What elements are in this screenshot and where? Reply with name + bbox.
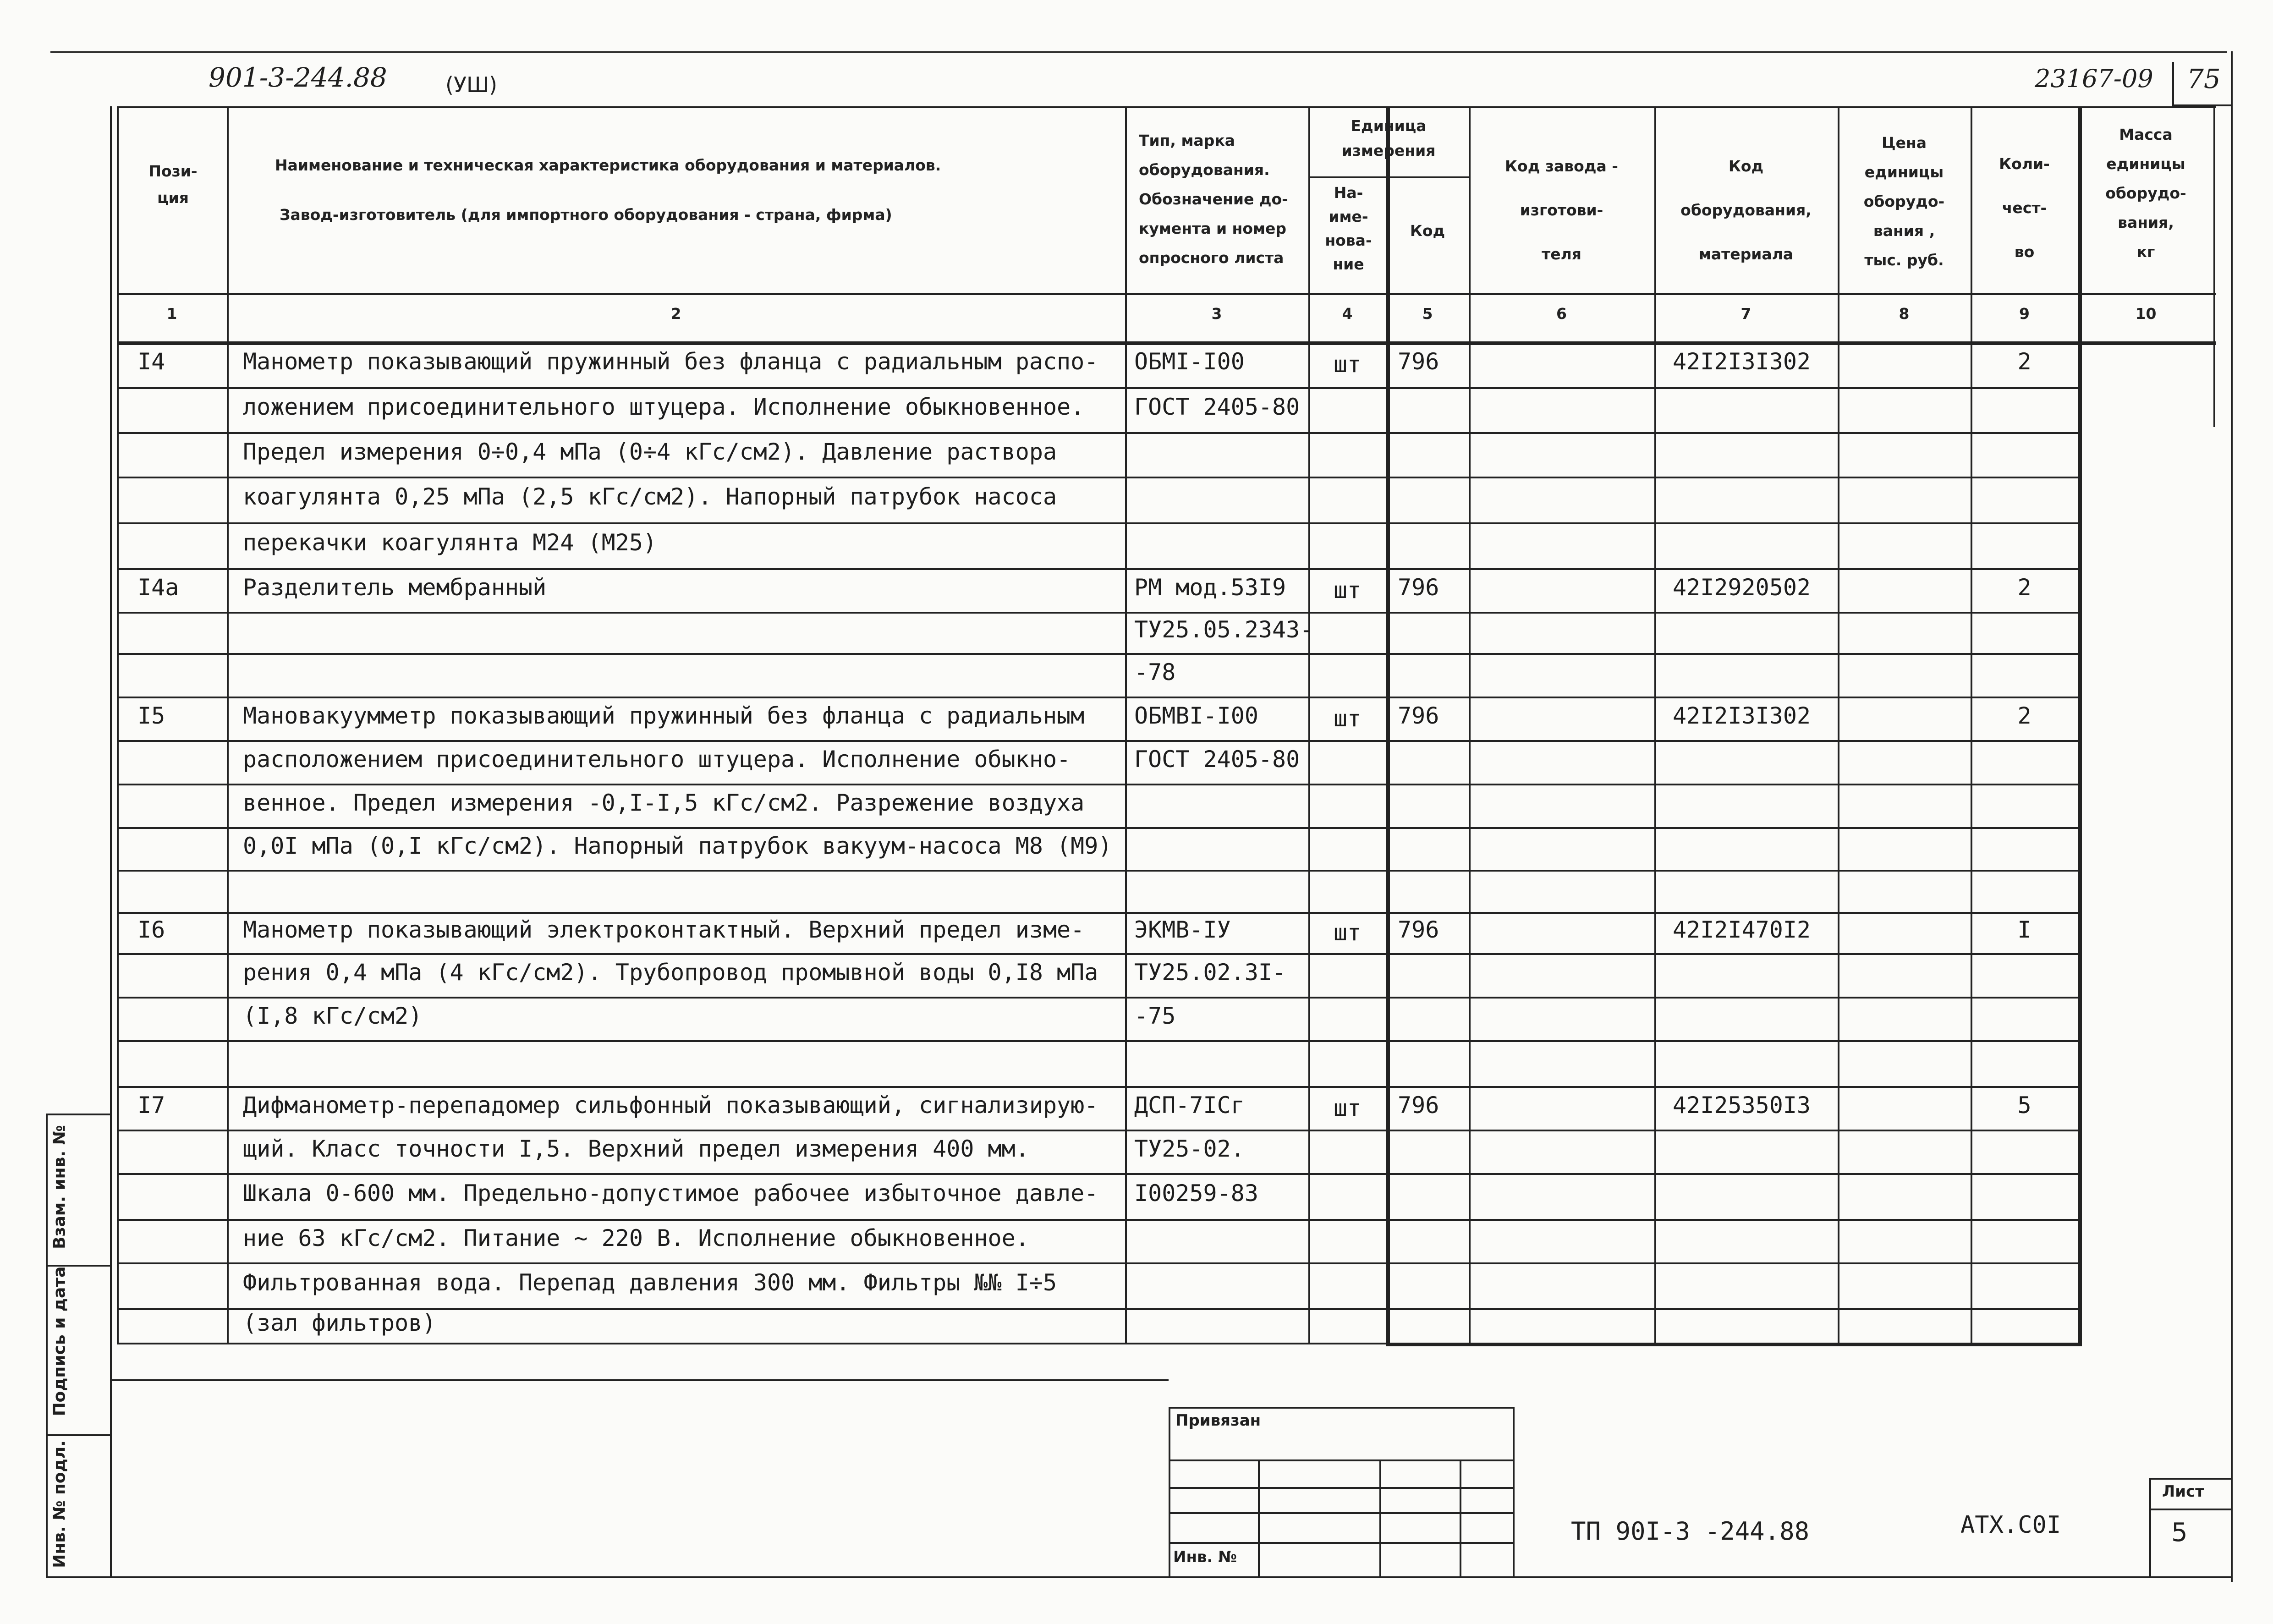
row-quantity: 2 (2017, 348, 2031, 375)
header-name-line2: Завод-изготовитель (для импортного оборудования - страна, фирма) (280, 206, 892, 224)
row-quantity: 2 (2017, 702, 2031, 729)
row-description: щий. Класс точности I,5. Верхний предел измерения 400 мм. (243, 1135, 1029, 1162)
row-type: ОБМВI-I00 (1134, 702, 1258, 729)
stamp-col3 (1460, 1459, 1461, 1577)
row-description: Шкала 0-600 мм. Предельно-допустимое рабочее избыточное давле- (243, 1180, 1098, 1207)
row-line-5 (117, 568, 2078, 570)
side-label-inv-podl: Инв. № подл. (50, 1440, 69, 1568)
row-unit: шт (1333, 919, 1362, 946)
doc-code: 901-3-244.88 (209, 62, 387, 93)
row-line-6 (117, 612, 2078, 614)
side-strip-outer (46, 1114, 48, 1577)
row-type: ЭКМВ-IУ (1134, 916, 1231, 943)
header-unit-code: Код (1410, 222, 1445, 240)
row-description: (I,8 кГс/см2) (243, 1002, 423, 1029)
row-unit: шт (1333, 576, 1362, 604)
stamp-row4 (1169, 1542, 1515, 1544)
row-line-11 (117, 827, 2078, 829)
row-description: коагулянта 0,25 мПа (2,5 кГс/см2). Напорный патрубок насоса (243, 483, 1057, 510)
stamp-inv-no: Инв. № (1173, 1548, 1237, 1566)
stamp-col1 (1258, 1459, 1260, 1577)
side-label-podpis: Подпись и дата (50, 1266, 69, 1416)
row-unit: шт (1333, 1094, 1362, 1121)
row-equipment-code: 42I2I470I2 (1673, 916, 1811, 943)
page-box-left (2172, 62, 2174, 105)
bottom-border-line (110, 1576, 2232, 1578)
header-factory-code: Код завода - изготови- теля (1505, 157, 1618, 263)
column-number-9: 9 (2019, 305, 2030, 323)
list-box-left (2149, 1478, 2151, 1577)
side-label-vzam: Взам. инв. № (50, 1125, 69, 1249)
album-mark: (УШ) (445, 72, 498, 97)
row-description: Манометр показывающий электроконтактный. Верхний предел изме- (243, 916, 1085, 943)
row-line-7 (117, 653, 2078, 655)
column-divider-5 (1469, 106, 1471, 1343)
column-divider-4 (1386, 106, 1390, 1343)
column-divider-10 (2213, 106, 2215, 427)
stamp-left (1169, 1407, 1170, 1577)
column-number-8: 8 (1899, 305, 1910, 323)
row-line-9 (117, 740, 2078, 742)
column-divider-2 (1125, 106, 1127, 1343)
stamp-row3 (1169, 1512, 1515, 1514)
column-divider-1 (227, 106, 229, 1343)
row-type: ТУ25.02.3I- (1134, 959, 1286, 986)
row-type: ТУ25-02. (1134, 1135, 1245, 1162)
row-type: РМ мод.53I9 (1134, 574, 1286, 601)
table-left-border (110, 106, 112, 1577)
stamp-tp-code: ТП 90I-3 -244.88 (1571, 1517, 1810, 1546)
header-type: Тип, марка оборудования. Обозначение до- кумента и номер опросного листа (1139, 132, 1288, 267)
row-line-2 (117, 432, 2078, 434)
stamp-right (1513, 1407, 1515, 1577)
header-price: Цена единицы оборудо- вания , тыс. руб. (1863, 134, 1945, 269)
page-number: 75 (2187, 63, 2221, 94)
header-unit-group: Единица измерения (1341, 117, 1436, 159)
row-line-16 (117, 1040, 2078, 1042)
row-equipment-code: 42I2I3I302 (1673, 702, 1811, 729)
row-description: Манометр показывающий пружинный без фланца с радиальным распо- (243, 348, 1098, 375)
header-equipment-code: Код оборудования, материала (1680, 157, 1812, 263)
row-unit: шт (1333, 351, 1362, 378)
row-description: (зал фильтров) (243, 1309, 436, 1336)
row-quantity: I (2017, 916, 2031, 943)
row-description: венное. Предел измерения -0,I-I,5 кГс/см2. Разрежение воздуха (243, 789, 1085, 816)
row-description: Предел измерения 0÷0,4 мПа (0÷4 кГс/см2). Давление раствора (243, 438, 1057, 465)
row-type: -75 (1134, 1002, 1176, 1029)
top-border-line (50, 51, 2227, 53)
list-box-top (2149, 1478, 2232, 1480)
header-quantity: Коли- чест- во (1999, 155, 2050, 261)
row-position: I5 (137, 702, 165, 729)
column-number-10: 10 (2135, 305, 2157, 323)
header-unit-name: На- име- нова- ние (1325, 184, 1372, 273)
row-line-18 (117, 1130, 2078, 1131)
side-strip-bottom (46, 1576, 110, 1578)
header-mass: Масса единицы оборудо- вания, кг (2105, 126, 2186, 261)
stamp-privyazan: Привязан (1175, 1411, 1261, 1430)
row-position: I4а (137, 574, 179, 601)
row-line-19 (117, 1173, 2078, 1175)
row-description: рения 0,4 мПа (4 кГс/см2). Трубопровод промывной воды 0,I8 мПа (243, 959, 1098, 986)
column-divider-7 (1838, 106, 1839, 1343)
row-equipment-code: 42I25350I3 (1673, 1092, 1811, 1119)
row-quantity: 5 (2017, 1092, 2031, 1119)
row-type: ДСП-7IСг (1134, 1092, 1245, 1119)
row-unit-code: 796 (1398, 574, 1439, 601)
row-type: I00259-83 (1134, 1180, 1258, 1207)
column-divider-9 (2078, 106, 2082, 1343)
column-number-6: 6 (1556, 305, 1567, 323)
column-number-2: 2 (670, 305, 681, 323)
row-equipment-code: 42I2I3I302 (1673, 348, 1811, 375)
row-position: I4 (137, 348, 165, 375)
header-name-line1: Наименование и техническая характеристика оборудования и материалов. (275, 156, 941, 174)
row-description: Фильтрованная вода. Перепад давления 300 мм. Фильтры №№ I÷5 (243, 1269, 1057, 1296)
row-unit: шт (1333, 705, 1362, 732)
list-box-mid (2149, 1509, 2232, 1510)
stamp-list-label: Лист (2162, 1482, 2204, 1501)
row-line-8 (117, 697, 2078, 698)
row-description: 0,0I мПа (0,I кГс/см2). Напорный патрубок вакуум-насоса М8 (М9) (243, 832, 1112, 859)
row-unit-code: 796 (1398, 1092, 1439, 1119)
row-unit-code: 796 (1398, 702, 1439, 729)
row-description: ложением присоединительного штуцера. Исполнение обыкновенное. (243, 394, 1085, 420)
row-unit-code: 796 (1398, 916, 1439, 943)
row-type: ГОСТ 2405-80 (1134, 746, 1300, 773)
row-line-10 (117, 784, 2078, 785)
row-type: ТУ25.05.2343- (1134, 616, 1314, 643)
row-line-3 (117, 477, 2078, 478)
side-strip-top (46, 1114, 110, 1115)
column-divider-0 (117, 106, 119, 1343)
row-description: расположением присоединительного штуцера. Исполнение обыкно- (243, 746, 1071, 773)
row-position: I6 (137, 916, 165, 943)
stamp-atx-code: АТХ.С0I (1960, 1511, 2061, 1539)
row-line-1 (117, 387, 2078, 389)
column-number-1: 1 (166, 305, 177, 323)
column-number-5: 5 (1422, 305, 1433, 323)
row-description: Мановакуумметр показывающий пружинный без фланца с радиальным (243, 702, 1085, 729)
stamp-list-number: 5 (2171, 1518, 2188, 1547)
row-quantity: 2 (2017, 574, 2031, 601)
row-line-20 (117, 1219, 2078, 1221)
row-type: ОБМI-I00 (1134, 348, 1245, 375)
table-top-border (117, 106, 2216, 108)
row-type: ГОСТ 2405-80 (1134, 394, 1300, 420)
row-unit-code: 796 (1398, 348, 1439, 375)
row-position: I7 (137, 1092, 165, 1119)
stamp-row2 (1169, 1487, 1515, 1489)
row-line-15 (117, 997, 2078, 999)
row-description: ние 63 кГс/см2. Питание ~ 220 В. Исполнение обыкновенное. (243, 1224, 1029, 1251)
row-equipment-code: 42I2920502 (1673, 574, 1811, 601)
column-number-7: 7 (1740, 305, 1751, 323)
body-bottom-bold (1386, 1343, 2082, 1346)
stamp-top (1169, 1407, 1515, 1409)
row-line-17 (117, 1086, 2078, 1088)
row-line-21 (117, 1262, 2078, 1264)
stamp-row1 (1169, 1459, 1515, 1461)
row-line-4 (117, 522, 2078, 524)
row-description: Дифманометр-перепадомер сильфонный показывающий, сигнализирую- (243, 1092, 1098, 1119)
row-description: перекачки коагулянта М24 (М25) (243, 529, 657, 556)
body-bottom-border (110, 1379, 1169, 1381)
column-divider-6 (1654, 106, 1656, 1343)
row-line-14 (117, 953, 2078, 955)
column-number-4: 4 (1342, 305, 1353, 323)
row-type: -78 (1134, 658, 1176, 686)
column-numbers-bottom-border (117, 341, 2216, 345)
right-border-line (2231, 51, 2233, 1582)
header-position: Пози- ция (148, 162, 198, 207)
header-bottom-border (117, 293, 2216, 295)
column-number-3: 3 (1211, 305, 1222, 323)
row-description: Разделитель мембранный (243, 574, 547, 601)
archive-number: 23167-09 (2035, 64, 2153, 93)
row-line-13 (117, 912, 2078, 914)
stamp-col2 (1379, 1459, 1381, 1577)
row-line-12 (117, 870, 2078, 872)
